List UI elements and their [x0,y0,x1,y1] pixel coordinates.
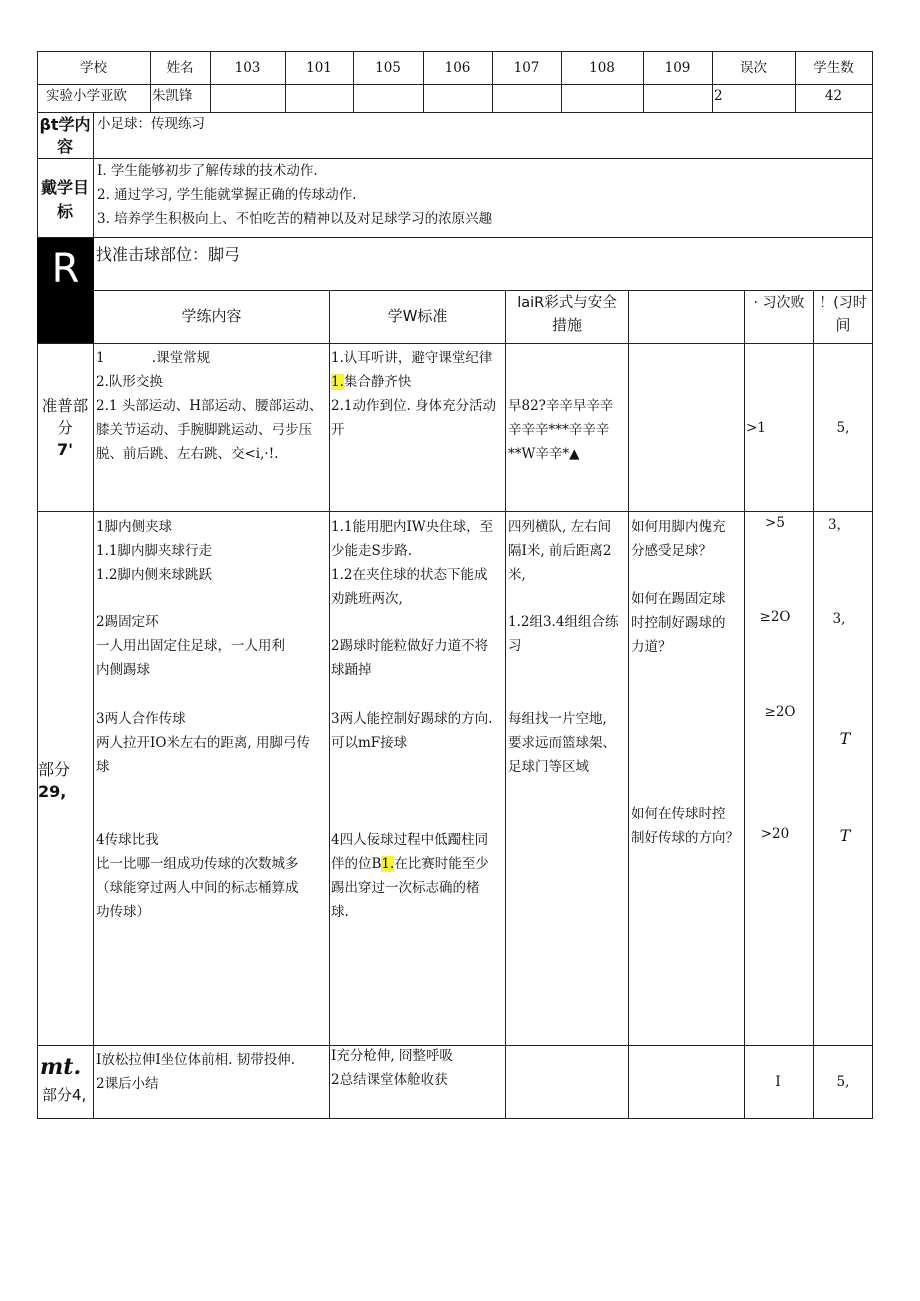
header-name: 姓名 [166,60,194,76]
col-header-org-1: laiR彩式与安全 [517,295,617,311]
basic-count-3: ≥2O [764,704,796,720]
basic-q3-1: 如何在传球时控 [631,806,726,822]
basic-time-4: T [839,826,851,845]
basic-count-2: ≥2O [759,609,791,625]
header-lesson-count: 误次 [740,60,767,76]
prep-standard-1: 1.认耳听讲，避守课堂纪律 [331,350,493,366]
basic-count-4: >20 [760,826,790,842]
lesson-count-value: 2 [714,88,723,104]
col-header-content: 学练内容 [181,307,242,325]
prep-content-1: 1 .课堂常规 [96,350,211,366]
basic-s4-3: 踢出穿过一次标志确的楮 [331,880,480,896]
col-header-time-1: ！(习时 [819,295,867,311]
prep-content-5: 脱、前后跳、左右跳、交<i,·!. [96,446,279,462]
prep-label-1: 准普部 [41,397,89,415]
basic-o2-2: 习 [508,638,522,654]
header-school: 学校 [80,60,107,76]
end-time: 5, [836,1074,850,1090]
basic-c3-2: 两人拉开IO米左右的距离, 用脚弓传 [96,735,310,751]
basic-s2-2: 球踊掉 [331,662,372,678]
basic-o2-1: 1.2组3.4组组合练 [508,614,619,630]
basic-o3-3: 足球门等区域 [508,759,589,775]
col-header-count: · 习次败 [753,295,805,311]
prep-count: >1 [746,420,766,436]
content-label-2: 容 [56,137,73,156]
end-count: I [775,1074,781,1090]
basic-s4-2: 伴的位B1.在比赛时能至少 [331,856,489,872]
basic-c2-3: 内侧踢球 [96,662,150,678]
header-class-107: 107 [513,60,540,76]
content-label-1: βt学内 [39,115,91,134]
end-content-1: I放松拉伸I坐位体前相. 韧带投伸. [96,1052,296,1068]
end-label-1: mt. [40,1054,82,1080]
header-class-108: 108 [589,60,615,76]
basic-o1-3: 米, [508,567,526,583]
basic-o1-2: 隔I米, 前后距离2 [508,543,612,559]
highlight-mark: 1. [331,374,344,390]
prep-label-3: 7' [56,440,74,459]
prep-label-2: 分 [57,419,73,437]
basic-s1-2: 少能走S步路. [331,543,413,559]
basic-s2-1: 2踢球时能粒做好力道不将 [331,638,489,654]
prep-standard-4: 开 [331,422,345,438]
basic-c4-1: 4传球比我 [96,832,159,848]
prep-content-3: 2.1 头部运动、H部运动、腰部运动、 [96,398,323,414]
basic-s3-1: 3两人能控制好踢球的方向. [331,711,493,727]
basic-time-3: T [839,729,851,748]
teacher-value: 朱凯锋 [152,88,193,104]
basic-q2-3: 力道？ [631,639,672,655]
logo-letter: R [51,246,80,292]
highlight-mark: 1. [381,856,395,872]
basic-c1-3: 1.2脚内侧来球跳跃 [96,567,212,583]
prep-standard-2: 1.集合静齐快 [331,374,412,390]
basic-c3-3: 球 [96,759,110,775]
end-standard-2: 2总结课堂体舱收获 [331,1072,448,1088]
header-class-103: 103 [234,60,261,76]
header-class-109: 109 [664,60,691,76]
header-class-105: 105 [375,60,401,76]
goal-line-3: 3. 培养学生积极向上、不怕吃苦的精神以及对足球学习的浓原兴趣 [97,211,493,227]
prep-standard-3: 2.1动作到位. 身体充分活动 [331,398,497,414]
basic-s3-2: 可以mF接球 [331,735,408,751]
basic-c2-1: 2踢固定环 [96,614,159,630]
content-text: 小足球：传现练习 [97,116,205,132]
basic-s1-3: 1.2在夹住球的状态下能成 [331,567,488,583]
prep-org-1: 早82?辛辛早辛辛 [508,398,614,414]
col-header-standard: 学W标准 [387,307,448,325]
basic-q3-2: 制好传球的方向？ [631,830,739,846]
header-student-count: 学生数 [813,60,854,76]
basic-c1-1: 1脚内侧夹球 [96,519,173,535]
basic-time-2: 3, [832,611,846,627]
basic-time-1: 3， [827,517,851,533]
basic-c4-2: 比一比哪一组成功传球的次数城多 [96,856,299,872]
prep-org-2: 辛辛辛***辛辛辛 [508,422,610,438]
header-class-106: 106 [444,60,471,76]
basic-q1-1: 如何用脚内傀充 [631,519,726,535]
basic-c4-4: 功传球） [96,904,150,920]
basic-q2-1: 如何在踢固定球 [631,591,726,607]
basic-q1-2: 分感受足球？ [631,543,712,559]
basic-o1-1: 四列横队, 左右间 [508,519,612,535]
basic-c2-2: 一人用出固定住足球，一人用利 [96,638,285,654]
end-label-2: 部分4, [42,1086,87,1104]
header-class-101: 101 [306,60,332,76]
goals-label-1: 戴学目 [40,178,89,197]
student-count-value: 42 [824,88,843,104]
basic-s1-4: 劝跳班两次, [331,591,403,607]
basic-c4-3: （球能穿过两人中间的标志桶算成 [96,880,299,896]
basic-label-2: 29, [38,782,67,801]
basic-s1-1: 1.1能用肥内IW央住球，至 [331,519,494,535]
basic-s4-4: 球. [331,904,349,920]
basic-o3-2: 要求远而篮球架、 [508,735,616,751]
col-header-org-2: 措施 [551,316,582,334]
basic-label-1: 部分 [38,760,71,779]
basic-c1-2: 1.1脚内脚夹球行走 [96,543,212,559]
basic-c3-1: 3两人合作传球 [96,711,186,727]
prep-content-4: 膝关节运动、手腕脚跳运动、弓步压 [96,422,312,438]
prep-org-3: **W辛辛*▲ [508,446,580,462]
basic-s4-1: 4四人佞球过程中低躅柱同 [331,832,489,848]
key-point-text: 找准击球部位：脚弓 [96,245,241,264]
prep-time: 5, [836,420,850,436]
basic-count-1: >5 [765,515,785,531]
school-value: 实验小学亚欧 [46,88,127,104]
col-header-time-2: 间 [835,316,851,334]
goals-label-2: 标 [56,202,73,221]
goal-line-2: 2. 通过学习, 学生能就掌握正确的传球动作. [97,187,357,203]
basic-o3-1: 每组找一片空地, [508,711,607,727]
end-standard-1: I充分枪伸, 冏整呼吸 [331,1048,453,1064]
basic-q2-2: 时控制好踢球的 [631,615,726,631]
end-content-2: 2课后小结 [96,1076,159,1092]
goal-line-1: I. 学生能够初步了解传球的技术动作. [97,163,318,179]
prep-content-2: 2.队形交换 [96,374,163,390]
